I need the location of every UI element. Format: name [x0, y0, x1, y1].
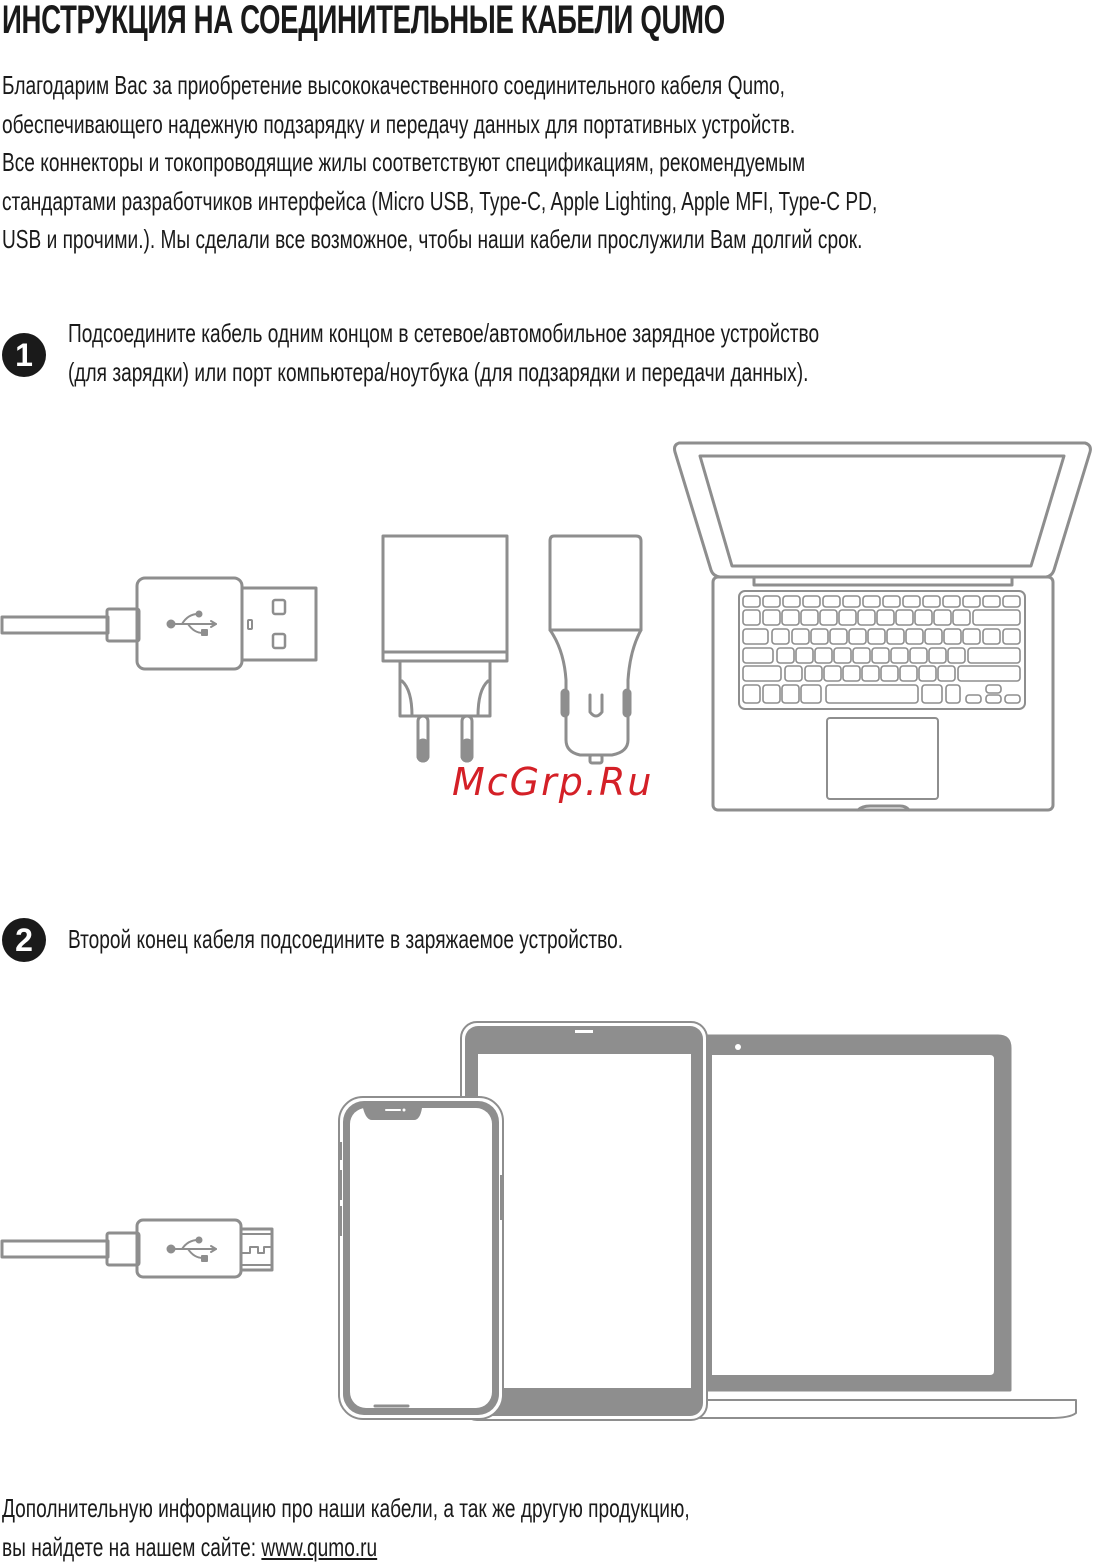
- footer-line: вы найдете на нашем сайте: www.qumo.ru: [2, 1528, 690, 1566]
- step-2-text: Второй конец кабеля подсоедините в заряжаемое устройство.: [68, 920, 823, 959]
- usb-symbol-icon: [168, 1238, 217, 1262]
- page-title: ИНСТРУКЦИЯ НА СОЕДИНИТЕЛЬНЫЕ КАБЕЛИ QUMO: [2, 0, 1050, 43]
- step-1-text: Подсоедините кабель одним концом в сетевое/автомобильное зарядное устройство (для зарядки) или порт компьютера/ноутбука (для подзарядки и передачи данных).: [68, 314, 1090, 391]
- intro-line: стандартами разработчиков интерфейса (Micro USB, Type-C, Apple Lighting, Apple MFI, Type-C PD,: [2, 182, 877, 221]
- smartphone-icon: [339, 1097, 503, 1419]
- micro-usb-cable-icon: [2, 1220, 272, 1277]
- intro-line: USB и прочими.). Мы сделали все возможное, чтобы наши кабели прослужили Вам долгий срок.: [2, 220, 877, 259]
- laptop-icon: [675, 443, 1091, 810]
- wall-charger-icon: [383, 536, 507, 761]
- footer: [2, 1489, 938, 1566]
- step-number-badge: 1: [2, 333, 46, 377]
- intro-line: обеспечивающего надежную подзарядку и передачу данных для портативных устройств.: [2, 105, 877, 144]
- intro-line: Все коннекторы и токопроводящие жилы соответствуют спецификациям, рекомендуемым: [2, 143, 877, 182]
- car-charger-icon: [550, 536, 641, 763]
- keyboard-keys: [743, 596, 1020, 703]
- website-link[interactable]: www.qumo.ru: [261, 1532, 377, 1562]
- step-number-badge: 2: [2, 918, 46, 962]
- watermark: McGrp.Ru: [452, 760, 653, 804]
- usb-a-cable-icon: [2, 578, 316, 669]
- footer-line: Дополнительную информацию про наши кабели, а так же другую продукцию,: [2, 1489, 690, 1528]
- intro-line: Благодарим Вас за приобретение высококачественного соединительного кабеля Qumo,: [2, 66, 877, 105]
- usb-symbol-icon: [168, 612, 217, 636]
